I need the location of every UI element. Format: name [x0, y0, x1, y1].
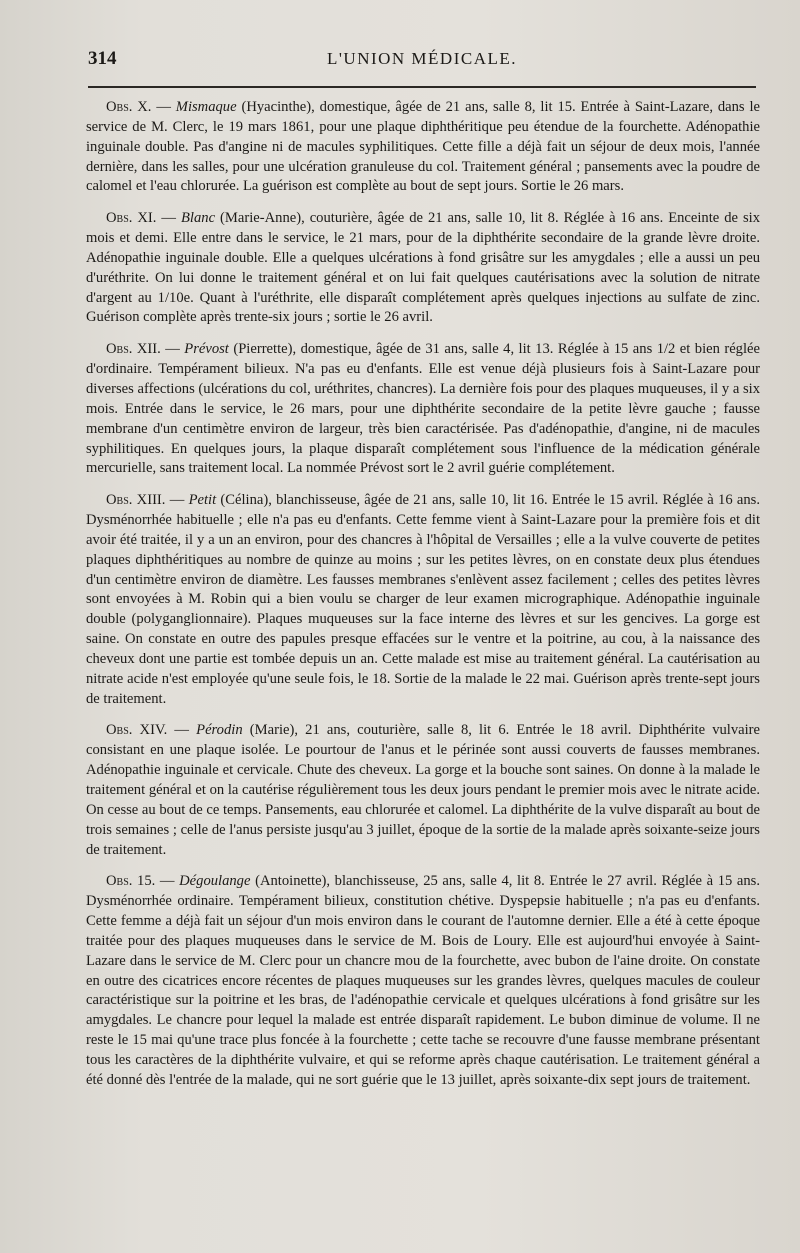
observation-label: Obs. XIV. — [106, 722, 168, 739]
observation-text: (Marie), 21 ans, couturière, salle 8, lit 6. Entrée le 18 avril. Diphthérite vulvaire consistant en une plaque isolée. Le pourtour de l'anus et le périnée sont aussi couverts de fausses membranes. Adénopathie inguinale et cervicale. Chute des cheveux. La gorge et la bouche sont saines. On donne à la malade le traitement général et on la cautérise régulièrement tous les deux jours pendant le premier mois avec le nitrate acide. On cesse au bout de ce temps. Pansements, eau chlorurée et calomel. La diphthérite de la vulve disparaît au bout de trois semaines ; celle de l'anus persiste jusqu'au 3 juillet, époque de la sortie de la malade après soixante-seize jours de traitement. — [86, 722, 761, 858]
page-header — [88, 48, 756, 74]
observation-label: Obs. XIII. — [106, 492, 166, 509]
observation-text: (Hyacinthe), domestique, âgée de 21 ans, salle 8, lit 15. Entrée à Saint-Lazare, dans le service de M. Clerc, le 19 mars 1861, pour une plaque diphthéritique peu étendue de la fourchette. Adénopathie inguinale double. Pas d'angine ni de macules syphilitiques. Cette fille a déjà fait un séjour de deux mois, l'année dernière, dans les salles, pour une ulcération granuleuse du col. Traitement général ; pansements avec la poudre de calomel et l'eau chlorurée. La guérison est complète au bout de sept jours. Sortie le 26 mars. — [86, 99, 760, 195]
patient-name: Petit — [188, 492, 217, 509]
patient-name: Mismaque — [175, 99, 237, 115]
observation-text: (Pierrette), domestique, âgée de 31 ans, salle 4, lit 13. Réglée à 15 ans 1/2 et bien réglée d'ordinaire. Tempérament bilieux. N'a pas eu d'enfants. Elle est venue déjà plusieurs fois à Saint-Lazare pour diverses affections (ulcérations du col, uréthrites, chancres). La dernière fois pour des plaques muqueuses, il y a six mois. Entrée dans le service, le 26 mars, pour une diphthérite secondaire de la petite lèvre gauche ; fausse membrane d'un centimètre environ de largeur, très bien caractérisée. Pas d'adénopathie, d'angine, ni de macules syphilitiques. En quelques jours, la plaque disparaît complétement sous l'influence de la médication générale mercurielle, sans traitement local. La nommée Prévost sort le 2 avril guérie complétement. — [86, 341, 760, 477]
observation-15: Obs. 15. — Dégoulange (Antoinette), blanchisseuse, 25 ans, salle 4, lit 8. Entrée le 27 avril. Réglée à 15 ans. Dysménorrhée ordinaire. Tempérament bilieux, constitution chétive. Dyspepsie habituelle ; n'a pas eu d'enfants. Cette femme a déjà fait un séjour d'un mois environ dans le courant de l'automne dernier. Elle a été à cette époque traitée pour des plaques muqueuses dans le service de M. Bois de Loury. Elle est aujourd'hui envoyée à Saint-Lazare dans le service de M. Clerc pour un chancre mou de la fourchette, avec bubon de l'aine droite. On constate en outre des cicatrices encore récentes de plaques muqueuses sur les grandes lèvres, quelques macules de couleur caractéristique sur la poitrine et les bras, de l'adénopathie cervicale et quelques ulcérations à fond grisâtre sur les amygdales. Le chancre pour lequel la malade est entrée disparaît rapidement. Le bubon diminue de volume. Il ne reste le 15 mai qu'une trace plus foncée à la fourchette ; cette tache se recouvre d'une fausse membrane présentant tous les caractères de la diphthérite vulvaire, et qui se reforme après chaque cautérisation. Le traitement général a été donné dès l'entrée de la malade, qui ne sort guérie que le 13 juillet, après soixante-dix sept jours de traitement. — [86, 873, 761, 1088]
observation-13: Obs. XIII. — Petit (Célina), blanchisseuse, âgée de 21 ans, salle 10, lit 16. Entrée le 15 avril. Réglée à 16 ans. Dysménorrhée habituelle ; elle n'a pas eu d'enfants. Cette femme vient à Saint-Lazare pour la première fois et dit avoir été traitée, il y a un an environ, pour des chancres à l'hôpital de Versailles ; elle a la vulve couverte de petites plaques diphthéritiques au nombre de quinze au moins ; sur les petites lèvres, on en constate deux plus étendues d'un centimètre environ de diamètre. Les fausses membranes s'enlèvent assez facilement ; celles des petites lèvres sont envoyées à M. Robin qui a bien voulu se charger de leur examen micrographique. Adénopathie inguinale double (polyganglionnaire). Plaques muqueuses sur la face interne des lèvres et sur les gencives. La gorge est saine. On constate en outre des papules presque effacées sur le ventre et la poitrine, au cou, à la naissance des cheveux dont une partie est tombée depuis un an. Cette malade est mise au traitement général. La cautérisation au nitrate acide n'est employée qu'une seule fois, le 18. Sortie de la malade le 22 mai. Guérison après trente-sept jours de traitement. — [86, 492, 760, 707]
observation-text: (Célina), blanchisseuse, âgée de 21 ans, salle 10, lit 16. Entrée le 15 avril. Réglée à 16 ans. Dysménorrhée habituelle ; elle n'a pas eu d'enfants. Cette femme vient à Saint-Lazare pour la première fois et dit avoir été traitée, il y a un an environ, pour des chancres à l'hôpital de Versailles ; elle a la vulve couverte de petites plaques diphthéritiques au nombre de quinze au moins ; sur les petites lèvres, on en constate deux plus étendues d'un centimètre environ de diamètre. Les fausses membranes s'enlèvent assez facilement ; celles des petites lèvres sont envoyées à M. Robin qui a bien voulu se charger de leur examen micrographique. Adénopathie inguinale double (polyganglionnaire). Plaques muqueuses sur la face interne des lèvres et sur les gencives. La gorge est saine. On constate en outre des papules presque effacées sur le ventre et la poitrine, au cou, à la naissance des cheveux dont une partie est tombée depuis un an. Cette malade est mise au traitement général. La cautérisation au nitrate acide n'est employée qu'une seule fois, le 18. Sortie de la malade le 22 mai. Guérison après trente-sept jours de traitement. — [86, 492, 760, 707]
observation-14: Obs. XIV. — Pérodin (Marie), 21 ans, couturière, salle 8, lit 6. Entrée le 18 avril. Diphthérite vulvaire consistant en une plaque isolée. Le pourtour de l'anus et le périnée sont aussi couverts de fausses membranes. Adénopathie inguinale et cervicale. Chute des cheveux. La gorge et la bouche sont saines. On donne à la malade le traitement général et on la cautérise régulièrement tous les deux jours pendant le premier mois avec le nitrate acide. On cesse au bout de ce temps. Pansements, eau chlorurée et calomel. La diphthérite de la vulve disparaît au bout de trois semaines ; celle de l'anus persiste jusqu'au 3 juillet, époque de la sortie de la malade après soixante-seize jours de traitement. — [86, 722, 761, 858]
observation-label: Obs. XII. — [106, 341, 161, 358]
observation-text: (Marie-Anne), couturière, âgée de 21 ans, salle 10, lit 8. Réglée à 16 ans. Enceinte de six mois et demi. Elle entre dans le service, le 21 mars, pour de la diphthérite secondaire de la grande lèvre droite. Adénopathie inguinale double. Elle a quelques ulcérations à fond grisâtre sur les amygdales ; elle a aussi un peu d'uréthrite. On lui donne le traitement général et on lui fait quelques cautérisations avec la solution de nitrate d'argent au 1/10e. Quant à l'uréthrite, elle disparaît complétement après quelques injections au sulfate de zinc. Guérison complète après trente-six jours ; sortie le 26 avril. — [86, 210, 761, 326]
patient-name: Pérodin — [196, 722, 243, 739]
patient-name: Blanc — [181, 210, 216, 227]
observation-label: Obs. X. — [106, 99, 152, 115]
patient-name: Dégoulange — [179, 873, 251, 890]
body-text — [86, 98, 760, 1103]
observation-text: (Antoinette), blanchisseuse, 25 ans, salle 4, lit 8. Entrée le 27 avril. Réglée à 15 ans. Dysménorrhée ordinaire. Tempérament bilieux, constitution chétive. Dyspepsie habituelle ; n'a pas eu d'enfants. Cette femme a déjà fait un séjour d'un mois environ dans le courant de l'automne dernier. Elle a été à cette époque traitée pour des plaques muqueuses dans le service de M. Bois de Loury. Elle est aujourd'hui envoyée à Saint-Lazare dans le service de M. Clerc pour un chancre mou de la fourchette, avec bubon de l'aine droite. On constate en outre des cicatrices encore récentes de plaques muqueuses sur les grandes lèvres, quelques macules de couleur caractéristique sur la poitrine et les bras, de l'adénopathie cervicale et quelques ulcérations à fond grisâtre sur les amygdales. Le chancre pour lequel la malade est entrée disparaît rapidement. Le bubon diminue de volume. Il ne reste le 15 mai qu'une trace plus foncée à la fourchette ; cette tache se recouvre d'une fausse membrane présentant tous les caractères de la diphthérite vulvaire, et qui se reforme après chaque cautérisation. Le traitement général a été donné dès l'entrée de la malade, qui ne sort guérie que le 13 juillet, après soixante-dix sept jours de traitement. — [86, 873, 761, 1088]
header-rule — [88, 86, 756, 88]
observation-label: Obs. XI. — [106, 210, 157, 227]
observation-12: Obs. XII. — Prévost (Pierrette), domestique, âgée de 31 ans, salle 4, lit 13. Réglée à 15 ans 1/2 et bien réglée d'ordinaire. Tempérament bilieux. N'a pas eu d'enfants. Elle est venue déjà plusieurs fois à Saint-Lazare pour diverses affections (ulcérations du col, uréthrites, chancres). La dernière fois pour des plaques muqueuses, il y a six mois. Entrée dans le service, le 26 mars, pour une diphthérite secondaire de la petite lèvre gauche ; fausse membrane d'un centimètre environ de largeur, très bien caractérisée. Pas d'adénopathie, d'angine, ni de macules syphilitiques. En quelques jours, la plaque disparaît complétement sous l'influence de la médication générale mercurielle, sans traitement local. La nommée Prévost sort le 2 avril guérie complétement. — [86, 341, 760, 477]
running-head: L'UNION MÉDICALE. — [326, 49, 518, 68]
observation-label: Obs. 15. — [106, 873, 156, 890]
observation-10: Obs. X. — Mismaque (Hyacinthe), domestique, âgée de 21 ans, salle 8, lit 15. Entrée à Saint-Lazare, dans le service de M. Clerc, le 19 mars 1861, pour une plaque diphthéritique peu étendue de la fourchette. Adénopathie inguinale double. Pas d'angine ni de macules syphilitiques. Cette fille a déjà fait un séjour de deux mois, l'année dernière, dans les salles, pour une ulcération granuleuse du col. Traitement général ; pansements avec la poudre de calomel et l'eau chlorurée. La guérison est complète au bout de sept jours. Sortie le 26 mars. — [86, 99, 760, 195]
page-number: 314 — [88, 48, 117, 69]
observation-11: Obs. XI. — Blanc (Marie-Anne), couturière, âgée de 21 ans, salle 10, lit 8. Réglée à 16 ans. Enceinte de six mois et demi. Elle entre dans le service, le 21 mars, pour de la diphthérite secondaire de la grande lèvre droite. Adénopathie inguinale double. Elle a quelques ulcérations à fond grisâtre sur les amygdales ; elle a aussi un peu d'uréthrite. On lui donne le traitement général et on lui fait quelques cautérisations avec la solution de nitrate d'argent au 1/10e. Quant à l'uréthrite, elle disparaît complétement après quelques injections au sulfate de zinc. Guérison complète après trente-six jours ; sortie le 26 avril. — [86, 210, 761, 326]
patient-name: Prévost — [184, 341, 229, 358]
